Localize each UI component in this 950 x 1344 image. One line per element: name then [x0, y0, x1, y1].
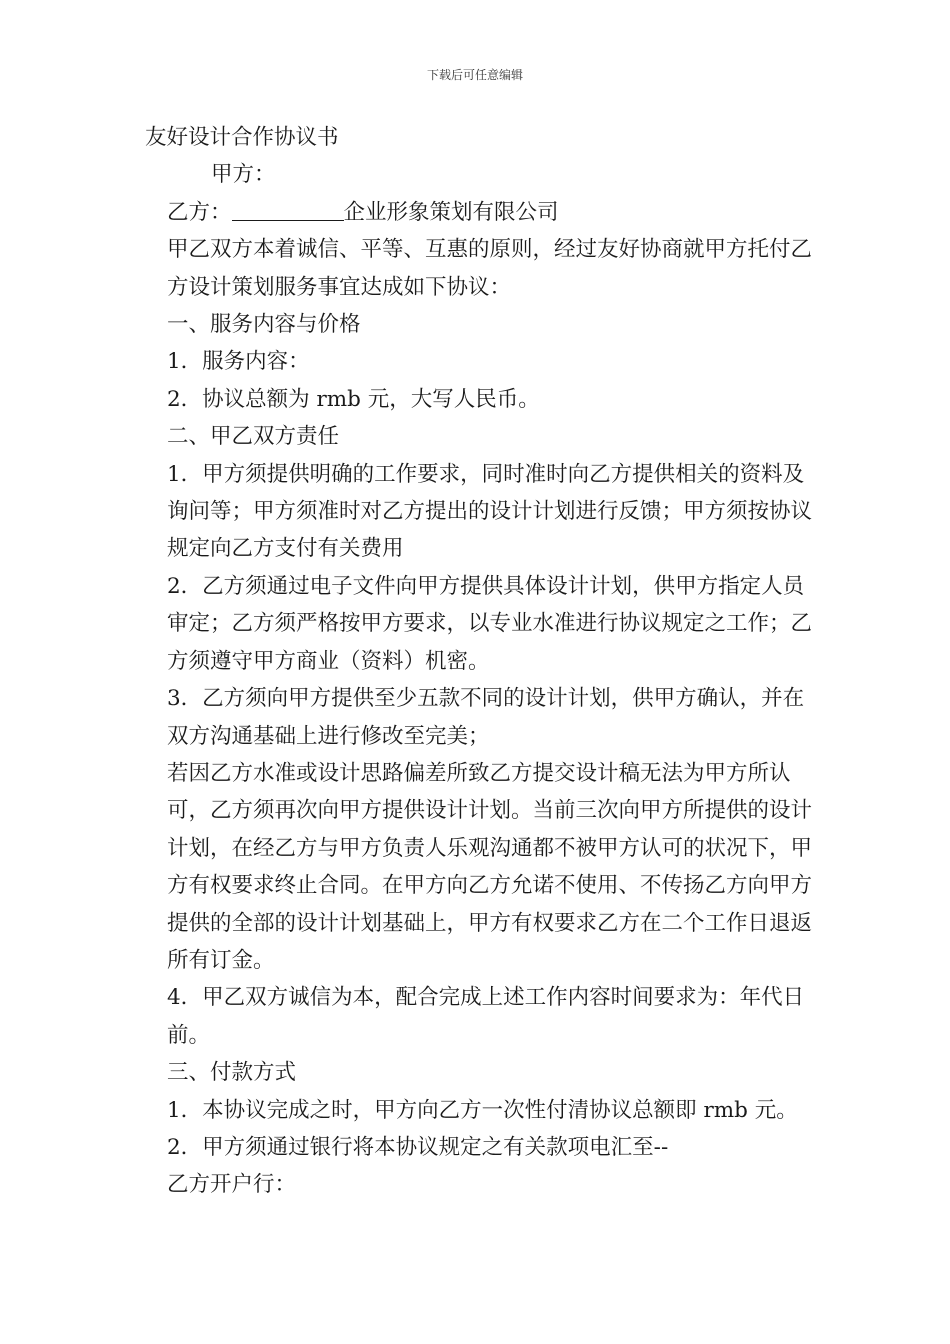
page-header-note: 下载后可任意编辑: [426, 68, 523, 82]
party-b-blank: [232, 200, 344, 221]
party-a-line: 甲方：: [211, 162, 276, 188]
section-1-title: 一、服务内容与价格: [167, 312, 361, 338]
section-2-item-4: 4．甲乙双方诚信为本，配合完成上述工作内容时间要求为：年代日前。: [167, 985, 805, 1048]
section-2-item-2: 2．乙方须通过电子文件向甲方提供具体设计计划，供甲方指定人员审定；乙方须严格按甲方要求，以专业水准进行协议规定之工作；乙方须遵守甲方商业（资料）机密。: [167, 573, 813, 674]
section-1-item-1: 1．服务内容：: [167, 349, 310, 375]
agreement-body: [145, 119, 817, 1204]
section-1-item-2: 2．协议总额为 rmb 元，大写人民币。: [167, 386, 540, 412]
party-b-company: 企业形象策划有限公司: [343, 199, 559, 225]
intro-paragraph: 甲乙双方本着诚信、平等、互惠的原则，经过友好协商就甲方托付乙方设计策划服务事宜达成如下协议：: [167, 237, 813, 300]
section-2-item-1: 1．甲方须提供明确的工作要求，同时准时向乙方提供相关的资料及询问等；甲方须准时对乙方提出的设计计划进行反馈；甲方须按协议规定向乙方支付有关费用: [167, 461, 813, 562]
section-2-paragraph: 若因乙方水准或设计思路偏差所致乙方提交设计稿无法为甲方所认可，乙方须再次向甲方提供设计计划。当前三次向甲方所提供的设计计划，在经乙方与甲方负责人乐观沟通都不被甲方认可的状况下，甲方有权要求终止合同。在甲方向乙方允诺不使用、不传扬乙方向甲方提供的全部的设计计划基础上，甲方有权要求乙方在二个工作日退返所有订金。: [167, 760, 813, 973]
party-b-label: 乙方：: [167, 199, 232, 225]
section-3-item-2: 2．甲方须通过银行将本协议规定之有关款项电汇至--: [167, 1134, 669, 1160]
section-3-bank: 乙方开户行：: [167, 1172, 297, 1198]
party-b-line: [145, 194, 817, 231]
section-2-item-3: 3．乙方须向甲方提供至少五款不同的设计计划，供甲方确认，并在双方沟通基础上进行修改至完美；: [167, 686, 805, 749]
section-3-title: 三、付款方式: [167, 1060, 297, 1086]
section-3-item-1: 1．本协议完成之时，甲方向乙方一次性付清协议总额即 rmb 元。: [167, 1097, 798, 1123]
section-2-title: 二、甲乙双方责任: [167, 424, 340, 450]
document-title: 友好设计合作协议书: [145, 125, 339, 150]
